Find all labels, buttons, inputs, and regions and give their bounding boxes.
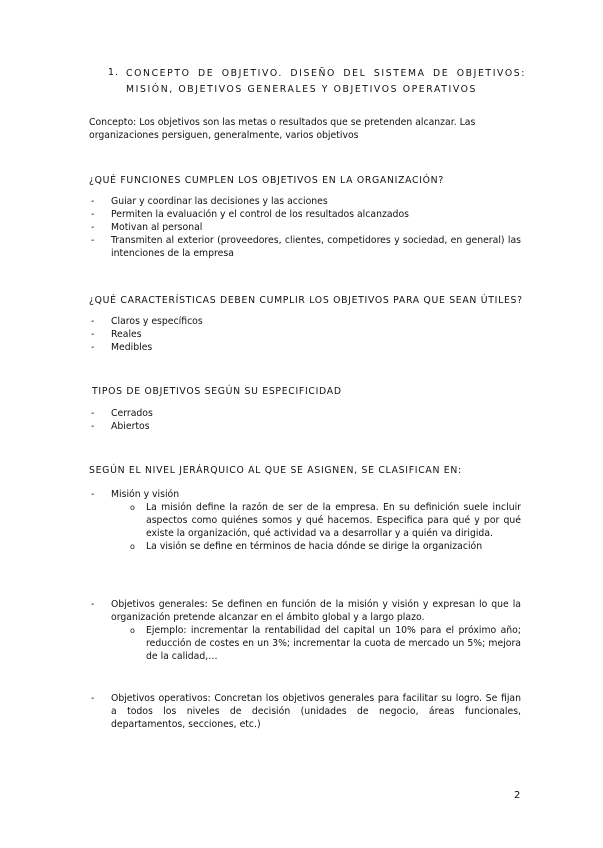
section-title-tipos: TIPOS DE OBJETIVOS SEGÚN SU ESPECIFICIDAD [92,386,342,397]
list-item: - Guiar y coordinar las decisiones y las acciones [89,195,521,208]
sub-list-item: o La visión se define en términos de hacia dónde se dirige la organización [130,541,483,552]
sub-list-item: o La misión define la razón de ser de la empresa. En su definición suele incluir aspectos como quiénes somos y qué hacemos. Especifica para qué y por qué existe la organización, qué actividad va a desarrollar y a quién va dirigida. [130,502,521,539]
nivel-generales-list [89,598,521,663]
list-item-generales [89,598,521,663]
list-item: - Transmiten al exterior (proveedores, clientes, competidores y sociedad, en general) las intenciones de la empresa [89,234,521,260]
caracteristicas-list [89,315,521,354]
list-item: - Permiten la evaluación y el control de los resultados alcanzados [89,208,521,221]
generales-label: Objetivos generales: Se definen en función de la misión y visión y expresan lo que la organización pretende alcanzar en el ámbito global y a largo plazo. [111,599,521,623]
sub-list-item: o Ejemplo: incrementar la rentabilidad del capital un 10% para el próximo año; reducción de costes en un 3%; incrementar la cuota de mercado un 5%; mejora de la calidad,… [130,625,521,662]
circle-bullet-icon: o [130,503,135,512]
circle-bullet-icon: o [130,542,135,551]
list-item: - Cerrados [89,407,521,420]
section-title-nivel: SEGÚN EL NIVEL JERÁRQUICO AL QUE SE ASIGNEN, SE CLASIFICAN EN: [89,465,462,476]
list-item: - Medibles [89,341,521,354]
list-item: - Reales [89,328,521,341]
heading-number: 1. [108,67,120,78]
funciones-list [89,195,521,260]
page-number: 2 [514,790,521,801]
tipos-list [89,407,521,433]
nivel-mision-list [89,488,521,553]
nivel-operativos-list [89,692,521,731]
list-item: - Motivan al personal [89,221,521,234]
generales-sublist [130,624,521,663]
mision-sublist [130,501,521,553]
list-item-operativos: - Objetivos operativos: Concretan los objetivos generales para facilitar su logro. Se fijan a todos los niveles de decisión (unidades de negocio, áreas funcionales, departamentos, secciones, etc.) [89,692,521,731]
list-item-mision [89,488,521,553]
heading-title: CONCEPTO DE OBJETIVO. DISEÑO DEL SISTEMA DE OBJETIVOS: MISIÓN, OBJETIVOS GENERALES Y OBJETIVOS OPERATIVOS [126,68,526,95]
circle-bullet-icon: o [130,626,135,635]
section-title-funciones: ¿QUÉ FUNCIONES CUMPLEN LOS OBJETIVOS EN LA ORGANIZACIÓN? [89,175,444,186]
concepto-paragraph: Concepto: Los objetivos son las metas o resultados que se pretenden alcanzar. Las organizaciones persiguen, generalmente, varios objetivos [89,117,476,141]
mision-label: Misión y visión [111,489,180,500]
section-title-caracteristicas: ¿QUÉ CARACTERÍSTICAS DEBEN CUMPLIR LOS OBJETIVOS PARA QUE SEAN ÚTILES? [89,295,523,306]
list-item: - Claros y específicos [89,315,521,328]
list-item: - Abiertos [89,420,521,433]
